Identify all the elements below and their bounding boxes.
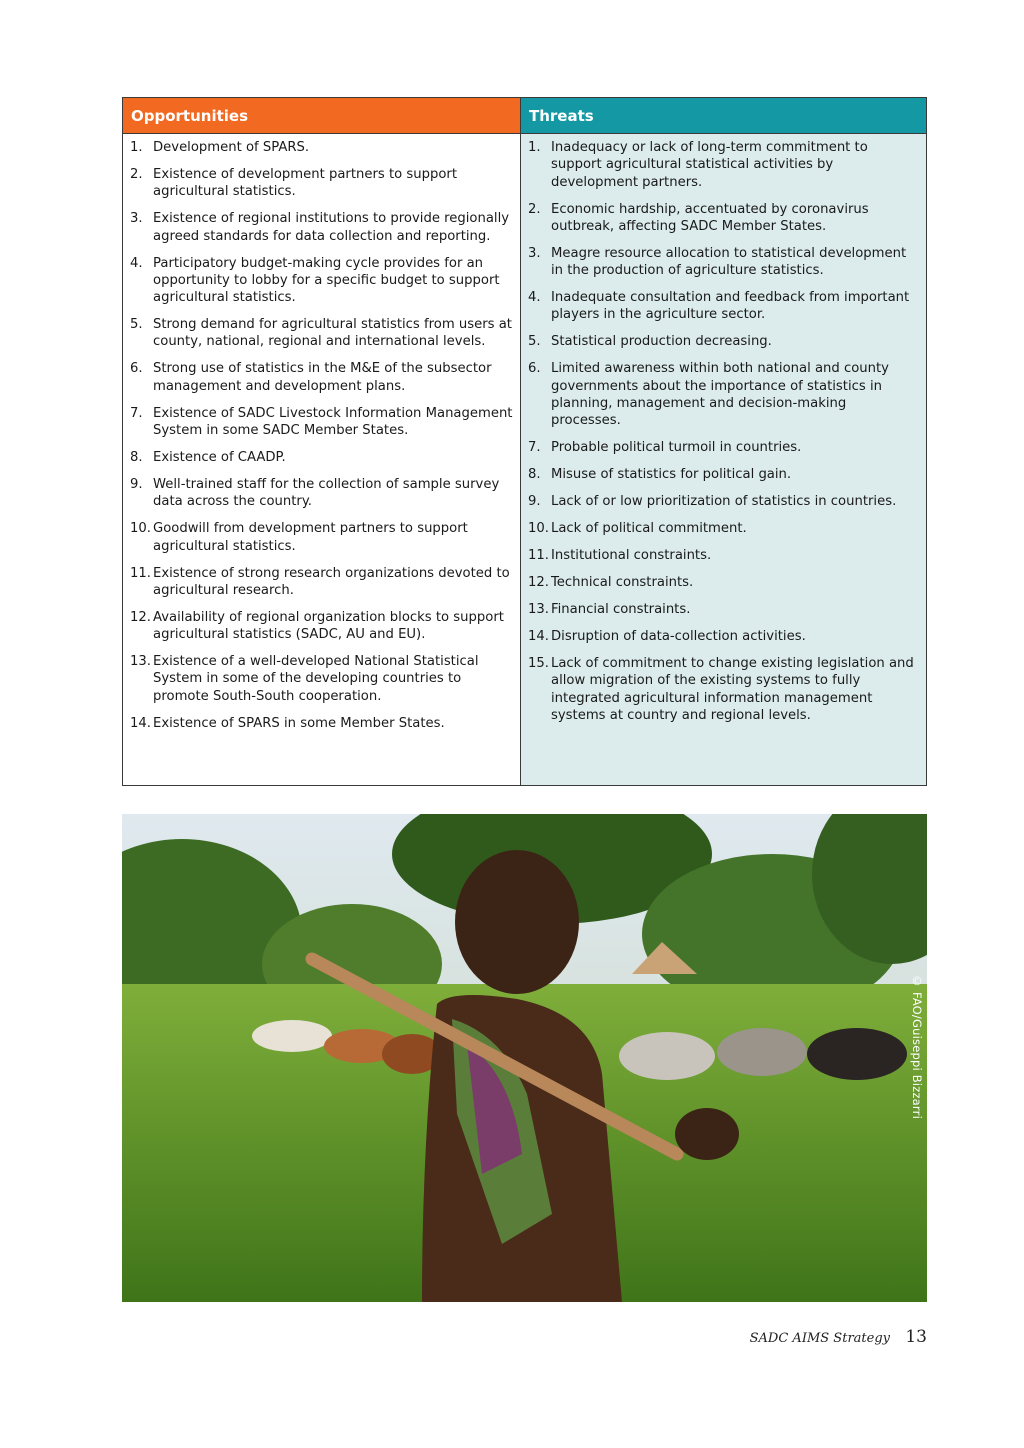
- opportunity-item: [130, 476, 514, 511]
- opportunity-item-text: Well-trained staff for the collection of sample survey data across the country.: [153, 476, 500, 510]
- threat-item-number: 7.: [528, 440, 541, 456]
- threat-item: [528, 520, 920, 537]
- opportunity-item-number: 6.: [130, 361, 143, 377]
- opportunity-item: [130, 609, 514, 644]
- threat-item-text: Lack of political commitment.: [551, 521, 747, 537]
- opportunity-item-number: 9.: [130, 476, 143, 492]
- opportunity-item-number: 4.: [130, 255, 143, 271]
- threat-item-number: 1.: [528, 140, 541, 155]
- threat-item-number: 8.: [528, 467, 541, 483]
- opportunity-item: [130, 449, 514, 466]
- opportunity-item-text: Existence of SPARS in some Member States.: [153, 715, 445, 731]
- opportunity-item-number: 12.: [130, 609, 151, 625]
- photo-boy-herding-cattle: [122, 814, 927, 1302]
- opportunity-item-text: Availability of regional organization blocks to support agricultural statistics (SADC, AU and EU).: [153, 609, 504, 643]
- threat-item: [528, 601, 920, 618]
- threat-item: [528, 547, 920, 564]
- opportunity-item-text: Strong use of statistics in the M&E of the subsector management and development plans.: [153, 361, 492, 394]
- threat-item-text: Inadequate consultation and feedback from important players in the agriculture sector.: [551, 290, 910, 323]
- opportunity-item: [130, 520, 514, 555]
- threat-item-number: 6.: [528, 361, 541, 377]
- threat-item-number: 15.: [528, 656, 549, 672]
- opportunity-item: [130, 316, 514, 351]
- opportunity-item-text: Goodwill from development partners to support agricultural statistics.: [153, 521, 468, 554]
- threat-item-text: Disruption of data-collection activities.: [551, 629, 806, 645]
- opportunities-column: [123, 134, 521, 785]
- threat-item: [528, 655, 920, 724]
- threat-item-text: Probable political turmoil in countries.: [551, 440, 802, 456]
- opportunity-item: [130, 255, 514, 307]
- opportunity-item-text: Existence of development partners to support agricultural statistics.: [153, 166, 458, 200]
- opportunity-item-text: Existence of a well-developed National Statistical System in some of the developing countries to promote South-South cooperation.: [153, 654, 479, 704]
- opportunity-item-number: 8.: [130, 449, 143, 465]
- threat-item-number: 13.: [528, 602, 549, 618]
- opportunity-item-text: Development of SPARS.: [153, 140, 310, 155]
- opportunity-item: [130, 715, 514, 732]
- opportunity-item-number: 5.: [130, 317, 143, 333]
- threat-item-text: Statistical production decreasing.: [551, 334, 772, 350]
- opportunity-item: [130, 653, 514, 705]
- threat-item: [528, 201, 920, 236]
- table-body-row: [123, 134, 926, 785]
- threat-item: [528, 245, 920, 280]
- threat-item-text: Economic hardship, accentuated by coronavirus outbreak, affecting SADC Member States.: [551, 201, 869, 234]
- threat-item: [528, 333, 920, 350]
- opportunity-item-number: 13.: [130, 654, 151, 670]
- threat-item-text: Inadequacy or lack of long-term commitment to support agricultural statistical activities by development partners.: [551, 140, 868, 190]
- threats-column: [521, 134, 926, 785]
- threat-item: [528, 466, 920, 483]
- threat-item-number: 4.: [528, 290, 541, 306]
- threat-item: [528, 493, 920, 510]
- opportunities-header: Opportunities: [123, 98, 521, 133]
- opportunity-item: [130, 360, 514, 395]
- threat-item: [528, 574, 920, 591]
- threat-item-number: 9.: [528, 494, 541, 510]
- opportunity-item: [130, 139, 514, 156]
- threat-item-text: Meagre resource allocation to statistical development in the production of agriculture statistics.: [551, 245, 907, 279]
- photo-illustration: [122, 814, 927, 1302]
- opportunity-item-number: 1.: [130, 140, 143, 155]
- opportunity-item: [130, 565, 514, 600]
- threat-item-text: Institutional constraints.: [551, 548, 712, 564]
- opportunity-item: [130, 166, 514, 201]
- threats-header: Threats: [521, 98, 926, 133]
- opportunity-item-number: 10.: [130, 521, 151, 537]
- threat-item-number: 14.: [528, 629, 549, 645]
- threat-item-text: Financial constraints.: [551, 602, 691, 618]
- threat-item: [528, 139, 920, 191]
- page-number: 13: [905, 1327, 927, 1347]
- threat-item-number: 10.: [528, 521, 549, 537]
- threat-item-text: Lack of commitment to change existing legislation and allow migration of the existing systems to fully integrated agricultural information management systems at country and regional levels.: [551, 656, 914, 724]
- opportunity-item-text: Strong demand for agricultural statistics from users at county, national, regional and international levels.: [153, 317, 512, 350]
- photo-credit: © FAO/Guiseppi Bizzarri: [910, 974, 924, 1119]
- threat-item-text: Lack of or low prioritization of statistics in countries.: [551, 494, 897, 510]
- threat-item-text: Limited awareness within both national and county governments about the importance of statistics in planning, management and decision-making processes.: [551, 361, 889, 429]
- threat-item: [528, 360, 920, 429]
- opportunity-item-text: Existence of regional institutions to provide regionally agreed standards for data collection and reporting.: [153, 211, 510, 244]
- threat-item: [528, 439, 920, 456]
- opportunity-item-number: 11.: [130, 565, 151, 581]
- threat-item-text: Misuse of statistics for political gain.: [551, 467, 792, 483]
- threat-item-number: 2.: [528, 201, 541, 217]
- threat-item-text: Technical constraints.: [551, 575, 694, 591]
- threat-item-number: 11.: [528, 548, 549, 564]
- threat-item: [528, 289, 920, 324]
- opportunity-item: [130, 210, 514, 245]
- threat-item: [528, 628, 920, 645]
- opportunity-item-number: 3.: [130, 211, 143, 227]
- opportunity-item-number: 14.: [130, 715, 151, 731]
- opportunity-item: [130, 405, 514, 440]
- table-header-row: [123, 98, 926, 134]
- opportunity-item-text: Existence of strong research organizations devoted to agricultural research.: [153, 565, 510, 598]
- opportunity-item-number: 7.: [130, 405, 143, 421]
- threat-item-number: 3.: [528, 245, 541, 261]
- opportunity-item-text: Existence of SADC Livestock Information Management System in some SADC Member States.: [153, 405, 513, 438]
- opportunity-item-text: Participatory budget-making cycle provides for an opportunity to lobby for a specific budget to support agricultural statistics.: [153, 255, 500, 306]
- footer-title: SADC AIMS Strategy: [749, 1331, 890, 1346]
- swot-table: [122, 97, 927, 786]
- threat-item-number: 5.: [528, 334, 541, 350]
- opportunity-item-number: 2.: [130, 166, 143, 182]
- threat-item-number: 12.: [528, 575, 549, 591]
- opportunity-item-text: Existence of CAADP.: [153, 449, 286, 465]
